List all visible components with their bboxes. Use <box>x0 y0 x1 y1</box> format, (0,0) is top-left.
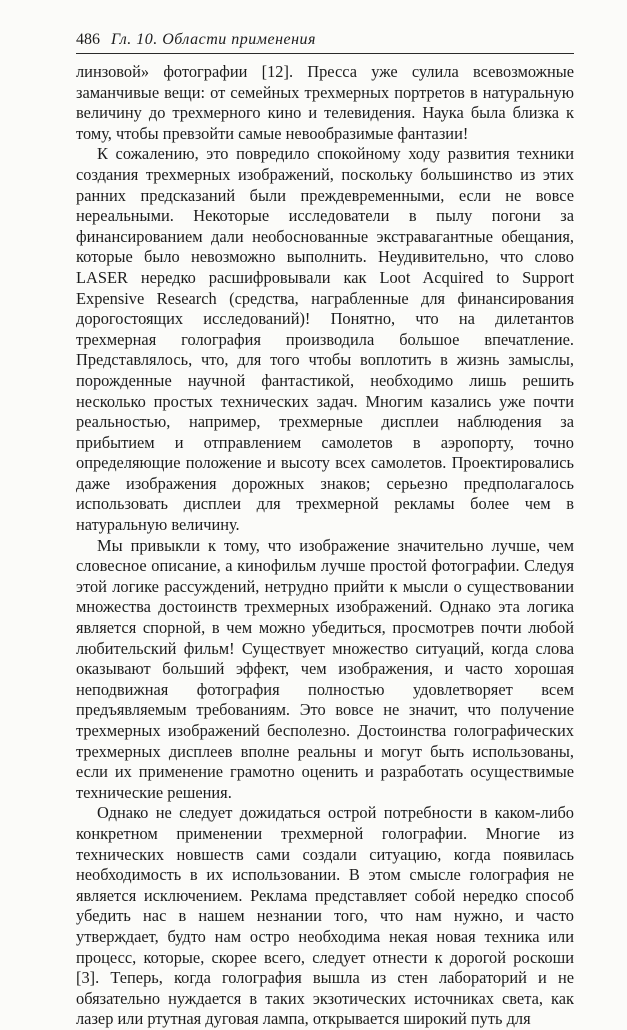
paragraph: К сожалению, это повредило спокойному ходу развития техники создания трехмерных изображений, поскольку большинство из этих ранних предсказаний были преждевременными, если не вовсе нереальными. Некоторые исследователи в пылу погони за финансированием дали необоснованные экстравагантные обещания, которые было невозможно выполнить. Неудивительно, что слово LASER нередко расшифровывали как Loot Acquired to Support Expensive Research (средства, награбленные для финансирования дорогостоящих исследований)! Понятно, что на дилетантов трехмерная голография производила большое впечатление. Представлялось, что, для того чтобы воплотить в жизнь замыслы, порожденные научной фантастикой, необходимо лишь решить несколько простых технических задач. Многим казались уже почти реальностью, например, трехмерные дисплеи наблюдения за прибытием и отправлением самолетов в аэропорту, точно определяющие положение и высоту всех самолетов. Проектировались даже изображения дорожных знаков; серьезно предполагалось использовать дисплеи для трехмерной рекламы более чем в натуральную величину. <box>76 144 574 535</box>
paragraph-continued: линзовой» фотографии [12]. Пресса уже сулила всевозможные заманчивые вещи: от семейных трехмерных портретов в натуральную величину до трехмерного кино и телевидения. Наука была близка к тому, чтобы превзойти самые невообразимые фантазии! <box>76 62 574 143</box>
body-text <box>76 62 574 1030</box>
running-title: Гл. 10. Области применения <box>111 31 316 48</box>
paragraph: Мы привыкли к тому, что изображение значительно лучше, чем словесное описание, а кинофильм лучше простой фотографии. Следуя этой логике рассуждений, нетрудно прийти к мысли о существовании множества достоинств трехмерных изображений. Однако эта логика является спорной, в чем можно убедиться, просмотрев почти любой любительский фильм! Существует множество ситуаций, когда слова оказывают больший эффект, чем изображения, и часто хорошая неподвижная фотография полностью удовлетворяет всем предъявляемым требованиям. Это вовсе не значит, что получение трехмерных изображений бесполезно. Достоинства голографических трехмерных дисплеев вполне реальны и могут быть использованы, если их применение грамотно оценить и разработать осуществимые технические решения. <box>76 535 574 802</box>
running-header <box>76 30 574 50</box>
header-rule <box>76 53 574 54</box>
paragraph: Однако не следует дожидаться острой потребности в каком-либо конкретном применении трехмерной голографии. Многие из технических новшеств сами создали ситуацию, когда появилась необходимость в их использовании. В этом смысле голография не является исключением. Реклама представляет собой нередко способ убедить нас в нашем незнании того, что нам нужно, и часто утверждает, будто нам остро необходима некая новая техника или процесс, которые, скорее всего, следует отнести к дорогой роскоши [3]. Теперь, когда голография вышла из стен лабораторий и не обязательно нуждается в таких экзотических источниках света, как лазер или ртутная дуговая лампа, открывается широкий путь для <box>76 803 574 1029</box>
page-number: 486 <box>76 31 100 48</box>
